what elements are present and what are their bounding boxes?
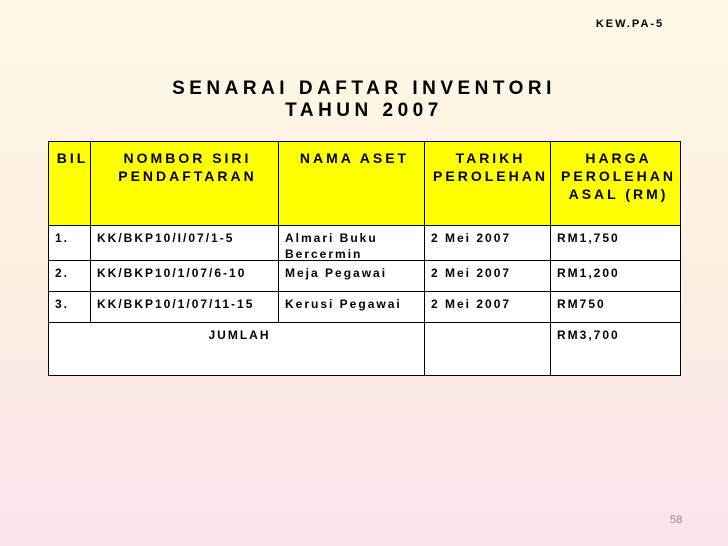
header-tarikh: TARIKH PEROLEHAN bbox=[425, 142, 551, 226]
form-code: KEW.PA-5 bbox=[595, 18, 665, 30]
header-nombor-siri: NOMBOR SIRI PENDAFTARAN bbox=[91, 142, 279, 226]
cell-tarikh: 2 Mei 2007 bbox=[431, 297, 512, 311]
cell-harga: RM1,750 bbox=[557, 231, 620, 245]
header-bil: BIL bbox=[49, 142, 91, 226]
total-empty-cell bbox=[425, 323, 551, 376]
cell-bil: 1. bbox=[55, 231, 70, 245]
table-row bbox=[49, 261, 681, 292]
total-row bbox=[49, 323, 681, 376]
title-line-2: TAHUN 2007 bbox=[285, 100, 443, 121]
cell-nombor-siri: KK/BKP10/I/07/1-5 bbox=[97, 231, 235, 245]
header-harga: HARGA PEROLEHAN ASAL (RM) bbox=[551, 142, 681, 226]
cell-bil: 2. bbox=[55, 266, 70, 280]
page-title bbox=[0, 78, 728, 122]
total-label: JUMLAH bbox=[49, 323, 425, 376]
cell-nombor-siri: KK/BKP10/1/07/11-15 bbox=[97, 297, 255, 311]
table-row bbox=[49, 292, 681, 323]
title-line-1: SENARAI DAFTAR INVENTORI bbox=[172, 78, 556, 99]
table-row bbox=[49, 226, 681, 261]
cell-nama-aset: Kerusi Pegawai bbox=[285, 297, 402, 311]
cell-tarikh: 2 Mei 2007 bbox=[431, 266, 512, 280]
total-value: RM3,700 bbox=[551, 323, 681, 376]
header-nama-aset: NAMA ASET bbox=[279, 142, 425, 226]
cell-harga: RM1,200 bbox=[557, 266, 620, 280]
table-header-row bbox=[49, 142, 681, 226]
inventory-table bbox=[48, 141, 681, 376]
cell-tarikh: 2 Mei 2007 bbox=[431, 231, 512, 245]
cell-nama-aset: Almari Buku Bercermin bbox=[285, 231, 378, 260]
cell-bil: 3. bbox=[55, 297, 70, 311]
cell-nama-aset: Meja Pegawai bbox=[285, 266, 388, 280]
cell-nombor-siri: KK/BKP10/1/07/6-10 bbox=[97, 266, 247, 280]
cell-harga: RM750 bbox=[557, 297, 606, 311]
page-number: 58 bbox=[670, 514, 683, 526]
